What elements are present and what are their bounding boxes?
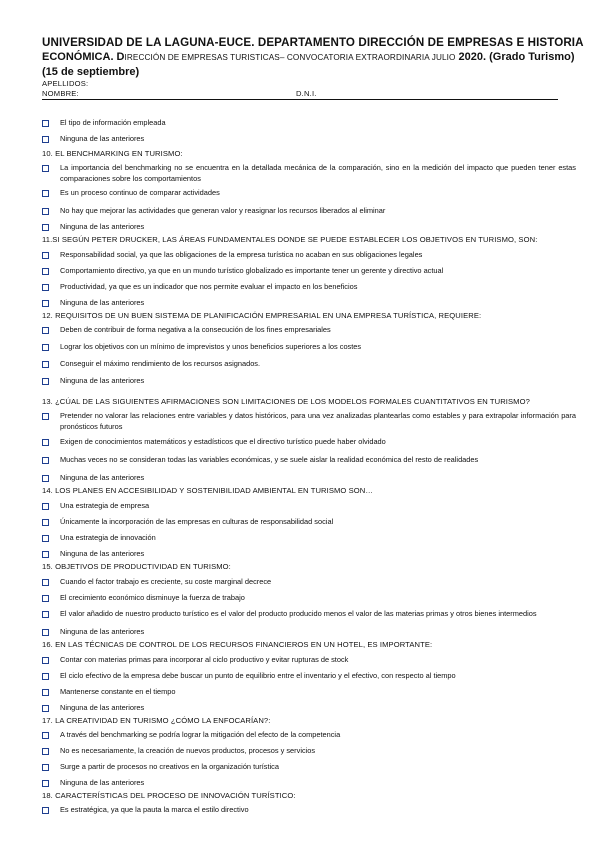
option-checkbox[interactable] [42,657,49,664]
question-heading [42,486,558,497]
option-text: Ninguna de las anteriores [60,703,145,712]
option-checkbox[interactable] [42,551,49,558]
answer-option[interactable] [42,778,576,789]
option-text: Exigen de conocimientos matemáticos y estadísticos que el directivo turístico puede haber olvidado [60,437,386,446]
option-checkbox[interactable] [42,361,49,368]
option-text: Pretender no valorar las relaciones entre variables y datos históricos, para una vez analizadas plantearlas como estables y para extrapolar información para pronósticos futuros [60,411,576,431]
option-text: Ninguna de las anteriores [60,298,145,307]
option-text: El crecimiento económico disminuye la fuerza de trabajo [60,593,245,602]
answer-option[interactable] [42,250,576,261]
answer-option[interactable] [42,163,576,184]
option-text: El ciclo efectivo de la empresa debe buscar un punto de equilibrio entre el inventario y el efectivo, con respecto al tiempo [60,671,456,680]
option-text: Comportamiento directivo, ya que en un mundo turístico globalizado es importante tener un gerente y directivo actual [60,266,444,275]
option-checkbox[interactable] [42,208,49,215]
name-row [42,89,558,100]
option-text: Productividad, ya que es un indicador que nos permite evaluar el impacto en los beneficios [60,282,358,291]
question-heading [42,716,558,727]
answer-option[interactable] [42,188,576,199]
answer-option[interactable] [42,222,576,233]
question-text: 17. LA CREATIVIDAD EN TURISMO ¿CÓMO LA ENFOCARÍAN?: [42,716,271,725]
answer-option[interactable] [42,746,576,757]
question-heading [42,235,558,246]
header-line-2 [42,50,575,65]
option-text: Deben de contribuir de forma negativa a la consecución de los fines empresariales [60,325,331,334]
option-checkbox[interactable] [42,327,49,334]
answer-option[interactable] [42,118,576,129]
option-checkbox[interactable] [42,579,49,586]
nombre-label: NOMBRE: [42,89,79,98]
option-checkbox[interactable] [42,224,49,231]
header-line-2-small: IRECCIÓN DE EMPRESAS TURISTICAS– CONVOCATORIA EXTRAORDINARIA JULIO [124,53,456,62]
option-text: Conseguir el máximo rendimiento de los recursos asignados. [60,359,261,368]
option-checkbox[interactable] [42,439,49,446]
option-checkbox[interactable] [42,748,49,755]
answer-option[interactable] [42,577,576,588]
apellidos-label: APELLIDOS: [42,79,89,88]
answer-option[interactable] [42,437,576,448]
option-checkbox[interactable] [42,300,49,307]
option-checkbox[interactable] [42,807,49,814]
answer-option[interactable] [42,473,576,484]
answer-option[interactable] [42,342,576,353]
dni-label: D.N.I. [296,89,317,98]
question-text: 16. EN LAS TÉCNICAS DE CONTROL DE LOS RECURSOS FINANCIEROS EN UN HOTEL, ES IMPORTANTE: [42,640,433,649]
option-checkbox[interactable] [42,284,49,291]
option-checkbox[interactable] [42,780,49,787]
option-checkbox[interactable] [42,475,49,482]
answer-option[interactable] [42,762,576,773]
answer-option[interactable] [42,703,576,714]
option-checkbox[interactable] [42,689,49,696]
question-text: 13. ¿CÚAL DE LAS SIGUIENTES AFIRMACIONES SON LIMITACIONES DE LOS MODELOS FORMALES CUANTITATIVOS EN TURISMO? [42,397,530,406]
option-text: El valor añadido de nuestro producto turístico es el valor del producto producido menos el valor de las materias primas y otros bienes intermedios [60,609,537,618]
answer-option[interactable] [42,134,576,145]
option-text: Es un proceso continuo de comparar actividades [60,188,220,197]
answer-option[interactable] [42,671,576,682]
option-text: Es estratégica, ya que la pauta la marca el estilo directivo [60,805,249,814]
option-checkbox[interactable] [42,673,49,680]
option-text: Ninguna de las anteriores [60,549,145,558]
option-text: No es necesariamente, la creación de nuevos productos, procesos y servicios [60,746,316,755]
question-text: 11.SI SEGÚN PETER DRUCKER, LAS ÁREAS FUNDAMENTALES DONDE SE PUEDE ESTABLECER LOS OBJETIVOS EN TURISMO, SON: [42,235,538,244]
answer-option[interactable] [42,549,576,560]
option-checkbox[interactable] [42,344,49,351]
header-line-2-bold-start: ECONÓMICA. D [42,51,125,63]
option-checkbox[interactable] [42,457,49,464]
option-checkbox[interactable] [42,705,49,712]
option-text: Ninguna de las anteriores [60,627,145,636]
answer-option[interactable] [42,282,576,293]
option-text: Surge a partir de procesos no creativos en la organización turística [60,762,279,771]
option-text: Ninguna de las anteriores [60,778,145,787]
question-text: 14. LOS PLANES EN ACCESIBILIDAD Y SOSTENIBILIDAD AMBIENTAL EN TURISMO SON… [42,486,374,495]
option-checkbox[interactable] [42,519,49,526]
option-text: Responsabilidad social, ya que las obligaciones de la empresa turística no acaban en sus obligaciones legales [60,250,423,259]
option-text: Ninguna de las anteriores [60,134,145,143]
option-text: Muchas veces no se consideran todas las variables económicas, y se suele aislar la realidad económica del resto de realidades [60,455,479,464]
option-checkbox[interactable] [42,190,49,197]
answer-option[interactable] [42,266,576,277]
option-checkbox[interactable] [42,165,49,172]
option-checkbox[interactable] [42,535,49,542]
header-line-1: UNIVERSIDAD DE LA LAGUNA-EUCE. DEPARTAMENTO DIRECCIÓN DE EMPRESAS E HISTORIA [42,36,584,49]
option-checkbox[interactable] [42,611,49,618]
option-text: Lograr los objetivos con un mínimo de imprevistos y unos beneficios superiores a los costes [60,342,362,351]
answer-option[interactable] [42,411,576,432]
option-text: Cuando el factor trabajo es creciente, su coste marginal decrece [60,577,272,586]
answer-option[interactable] [42,455,576,466]
option-text: Una estrategia de innovación [60,533,156,542]
header-line-3: (15 de septiembre) [42,66,140,78]
question-text: 12. REQUISITOS DE UN BUEN SISTEMA DE PLANIFICACIÓN EMPRESARIAL EN UNA EMPRESA TURÍSTICA, REQUIERE: [42,311,482,320]
option-checkbox[interactable] [42,268,49,275]
answer-option[interactable] [42,609,576,620]
answer-option[interactable] [42,627,576,638]
answer-option[interactable] [42,298,576,309]
question-text: 18. CARACTERÍSTICAS DEL PROCESO DE INNOVACIÓN TURÍSTICO: [42,791,296,800]
answer-option[interactable] [42,206,576,217]
question-text: 15. OBJETIVOS DE PRODUCTIVIDAD EN TURISMO: [42,562,231,571]
question-heading [42,149,558,160]
option-text: Ninguna de las anteriores [60,222,145,231]
answer-option[interactable] [42,325,576,336]
option-text: No hay que mejorar las actividades que generan valor y reasignar los recursos liberados al eliminar [60,206,386,215]
option-checkbox[interactable] [42,595,49,602]
option-checkbox[interactable] [42,764,49,771]
answer-option[interactable] [42,593,576,604]
header-line-2-bold-end: 2020. (Grado Turismo) [455,51,575,63]
question-text: 10. EL BENCHMARKING EN TURISMO: [42,149,183,158]
answer-option[interactable] [42,533,576,544]
answer-option[interactable] [42,730,576,741]
option-checkbox[interactable] [42,503,49,510]
option-checkbox[interactable] [42,378,49,385]
question-heading [42,562,558,573]
option-text: Mantenerse constante en el tiempo [60,687,176,696]
option-checkbox[interactable] [42,629,49,636]
question-heading [42,640,558,651]
answer-option[interactable] [42,376,576,387]
question-heading [42,397,558,408]
option-checkbox[interactable] [42,252,49,259]
option-text: A través del benchmarking se podría lograr la mitigación del efecto de la competencia [60,730,341,739]
answer-option[interactable] [42,359,576,370]
option-checkbox[interactable] [42,120,49,127]
option-checkbox[interactable] [42,136,49,143]
exam-header [42,36,584,100]
option-text: Únicamente la incorporación de las empresas en culturas de responsabilidad social [60,517,334,526]
option-checkbox[interactable] [42,413,49,420]
answer-option[interactable] [42,805,576,816]
option-checkbox[interactable] [42,732,49,739]
option-text: Ninguna de las anteriores [60,473,145,482]
question-heading [42,311,558,322]
option-text: Contar con materias primas para incorporar al ciclo productivo y evitar rupturas de stock [60,655,349,664]
option-text: La importancia del benchmarking no se encuentra en la detallada mecánica de la comparación, sino en la medición del impacto que pueden tener estas comparaciones sobre los comportamientos [60,163,576,183]
answer-option[interactable] [42,501,576,512]
option-text: Una estrategia de empresa [60,501,150,510]
option-text: Ninguna de las anteriores [60,376,145,385]
answer-option[interactable] [42,517,576,528]
question-heading [42,791,558,802]
option-text: El tipo de información empleada [60,118,166,127]
answer-option[interactable] [42,655,576,666]
answer-option[interactable] [42,687,576,698]
